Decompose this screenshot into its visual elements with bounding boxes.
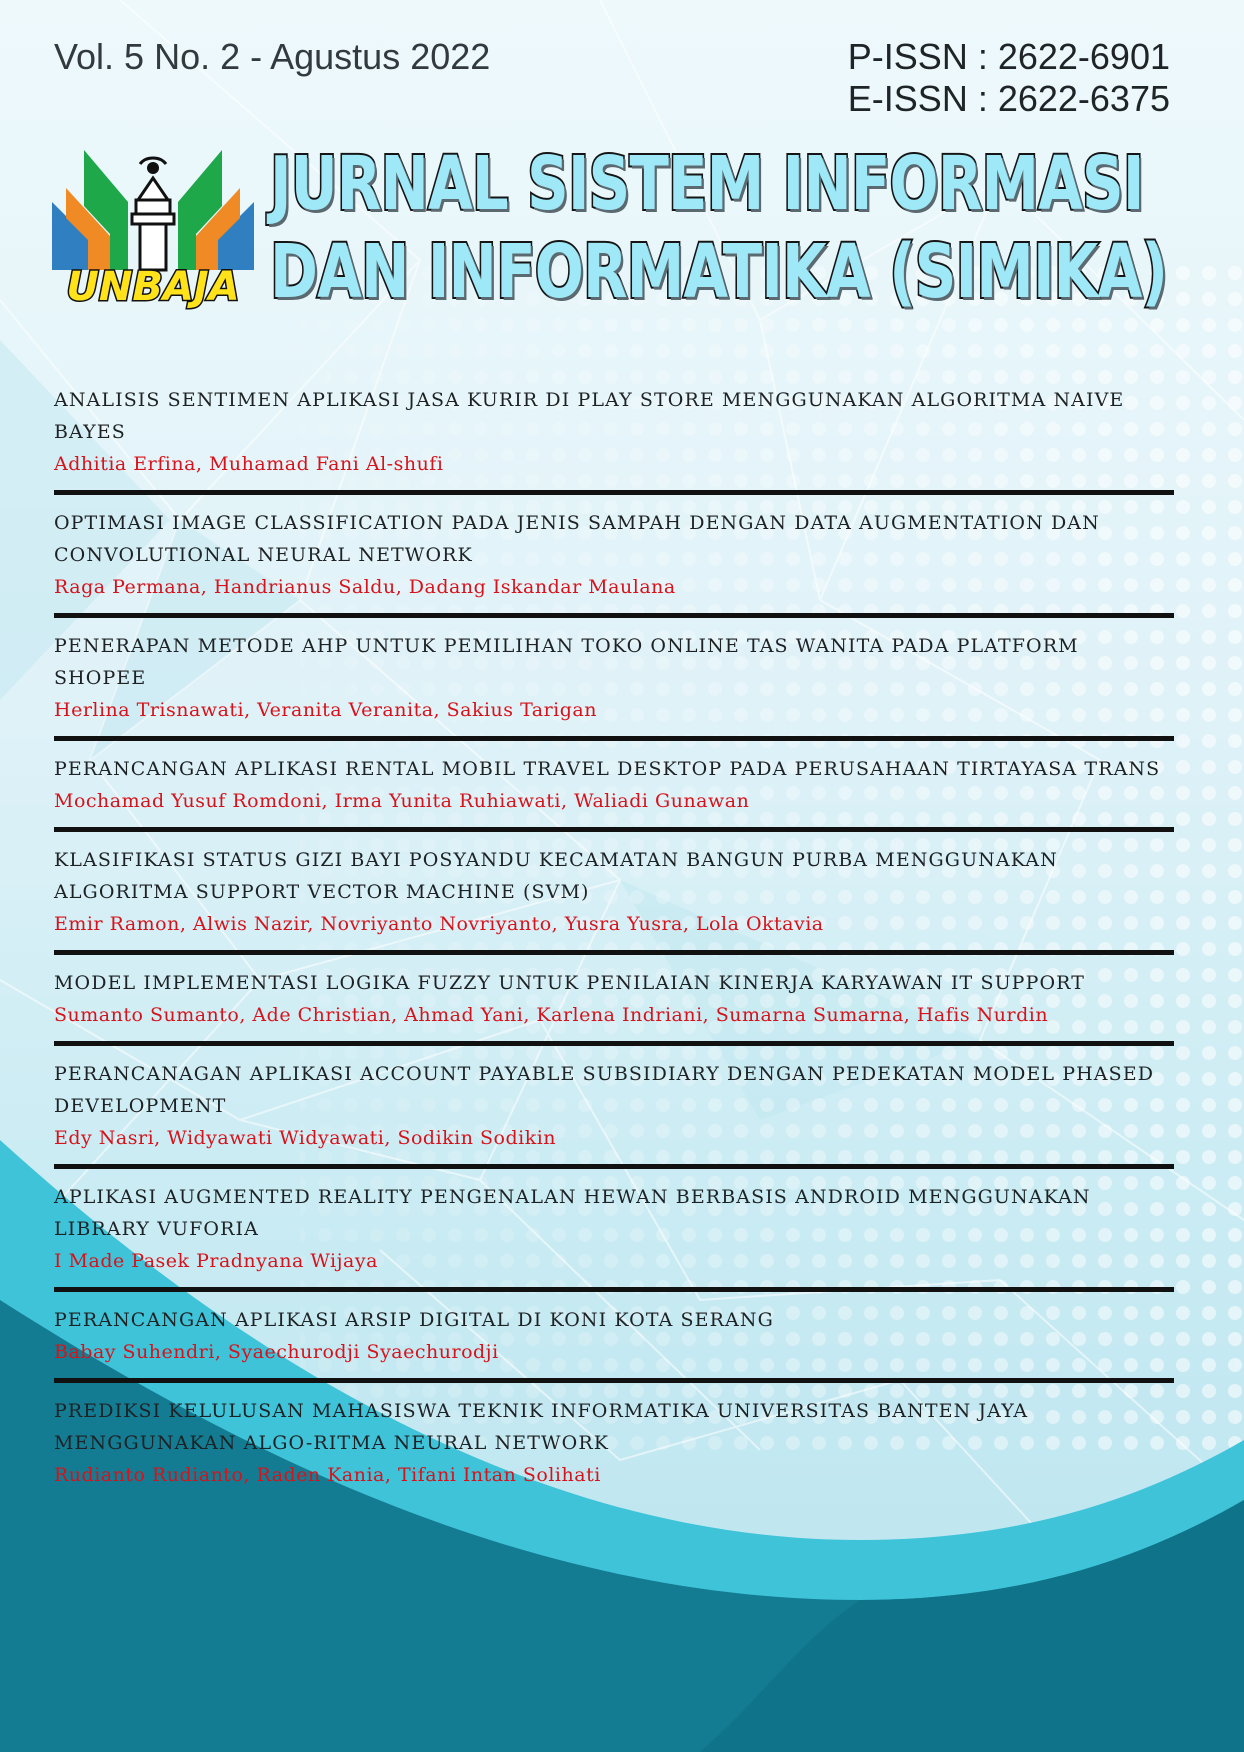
article-authors: Mochamad Yusuf Romdoni, Irma Yunita Ruhiawati, Waliadi Gunawan — [54, 790, 750, 812]
article-entry — [54, 1304, 1174, 1383]
article-title: OPTIMASI IMAGE CLASSIFICATION PADA JENIS SAMPAH DENGAN DATA AUGMENTATION DAN CONVOLUTIONAL NEURAL NETWORK — [54, 512, 1100, 566]
journal-title — [270, 140, 1168, 316]
article-authors: I Made Pasek Pradnyana Wijaya — [54, 1250, 378, 1272]
article-authors: Rudianto Rudianto, Raden Kania, Tifani Intan Solihati — [54, 1464, 601, 1486]
article-title: PERANCANAGAN APLIKASI ACCOUNT PAYABLE SUBSIDIARY DENGAN PEDEKATAN MODEL PHASED DEVELOPMENT — [54, 1063, 1155, 1117]
article-authors: Emir Ramon, Alwis Nazir, Novriyanto Novriyanto, Yusra Yusra, Lola Oktavia — [54, 913, 824, 935]
article-title: KLASIFIKASI STATUS GIZI BAYI POSYANDU KECAMATAN BANGUN PURBA MENGGUNAKAN ALGORITMA SUPPORT VECTOR MACHINE (SVM) — [54, 849, 1058, 903]
article-entry — [54, 507, 1174, 618]
article-entry — [54, 1058, 1174, 1169]
article-title: PERANCANGAN APLIKASI RENTAL MOBIL TRAVEL DESKTOP PADA PERUSAHAAN TIRTAYASA TRANS — [54, 758, 1161, 780]
article-authors: Adhitia Erfina, Muhamad Fani Al-shufi — [54, 453, 444, 475]
journal-title-line1: JURNAL SISTEM INFORMASI — [270, 141, 1144, 227]
p-issn: P-ISSN : 2622-6901 — [847, 36, 1170, 77]
article-title: PERANCANGAN APLIKASI ARSIP DIGITAL DI KONI KOTA SERANG — [54, 1309, 774, 1331]
article-authors: Babay Suhendri, Syaechurodji Syaechurodji — [54, 1341, 499, 1363]
article-authors: Herlina Trisnawati, Veranita Veranita, Sakius Tarigan — [54, 699, 597, 721]
article-authors: Edy Nasri, Widyawati Widyawati, Sodikin Sodikin — [54, 1127, 557, 1149]
article-entry — [54, 384, 1174, 495]
article-entry — [54, 630, 1174, 741]
article-entry — [54, 967, 1174, 1046]
e-issn: E-ISSN : 2622-6375 — [847, 78, 1170, 119]
article-entry — [54, 844, 1174, 955]
article-title: PREDIKSI KELULUSAN MAHASISWA TEKNIK INFORMATIKA UNIVERSITAS BANTEN JAYA MENGGUNAKAN ALGO-RITMA NEURAL NETWORK — [54, 1400, 1029, 1454]
article-entry — [54, 753, 1174, 832]
article-title: APLIKASI AUGMENTED REALITY PENGENALAN HEWAN BERBASIS ANDROID MENGGUNAKAN LIBRARY VUFORIA — [54, 1186, 1091, 1240]
article-entry — [54, 1395, 1174, 1501]
article-title: PENERAPAN METODE AHP UNTUK PEMILIHAN TOKO ONLINE TAS WANITA PADA PLATFORM SHOPEE — [54, 635, 1079, 689]
unbaja-logo — [48, 150, 258, 310]
table-of-contents — [54, 384, 1174, 1513]
volume-issue: Vol. 5 No. 2 - Agustus 2022 — [54, 36, 491, 77]
article-authors: Sumanto Sumanto, Ade Christian, Ahmad Yani, Karlena Indriani, Sumarna Sumarna, Hafis Nurdin — [54, 1004, 1049, 1026]
logo-text: UNBAJA — [66, 264, 240, 310]
article-authors: Raga Permana, Handrianus Saldu, Dadang Iskandar Maulana — [54, 576, 676, 598]
article-entry — [54, 1181, 1174, 1292]
issn-block — [848, 36, 1170, 120]
journal-title-line2: DAN INFORMATIKA (SIMIKA) — [270, 229, 1168, 315]
article-title: MODEL IMPLEMENTASI LOGIKA FUZZY UNTUK PENILAIAN KINERJA KARYAWAN IT SUPPORT — [54, 972, 1085, 994]
article-title: ANALISIS SENTIMEN APLIKASI JASA KURIR DI PLAY STORE MENGGUNAKAN ALGORITMA NAIVE BAYES — [54, 389, 1125, 443]
